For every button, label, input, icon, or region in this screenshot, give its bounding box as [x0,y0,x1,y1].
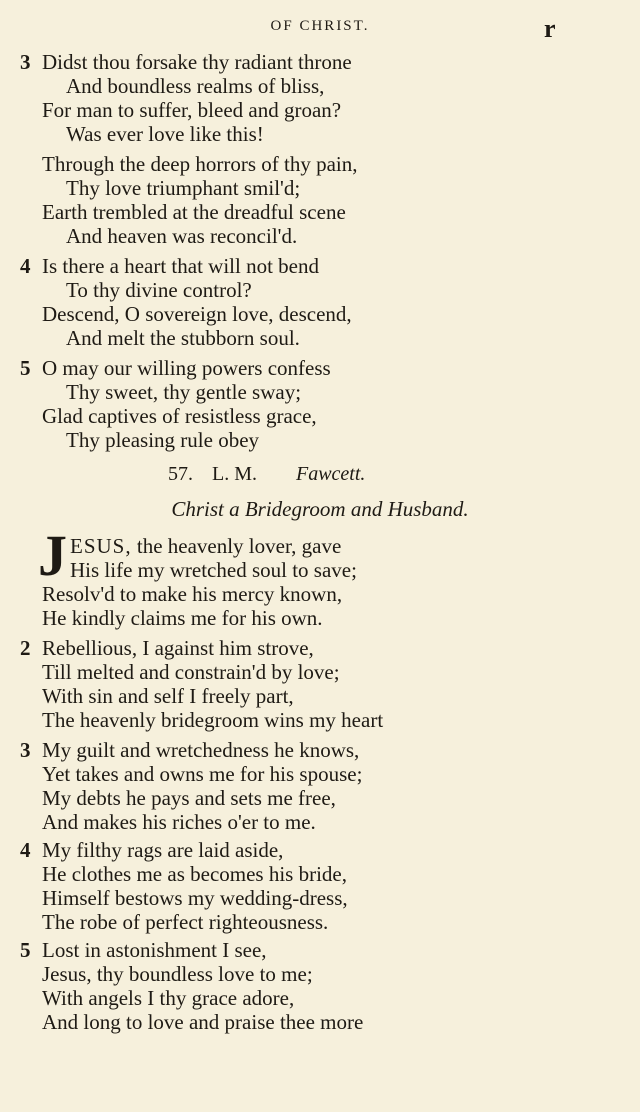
verse-line: And long to love and praise thee more [42,1010,364,1034]
verse-line: And melt the stubborn soul. [66,326,300,350]
verse-line: Rebellious, I against him strove, [42,636,314,660]
drop-cap: J [38,523,67,588]
stanza-number: 5 [20,938,31,962]
verse-line: The robe of perfect righteousness. [42,910,329,934]
verse-line: Glad captives of resistless grace, [42,404,317,428]
verse-line: He clothes me as becomes his bride, [42,862,347,886]
verse-line: My filthy rags are laid aside, [42,838,284,862]
running-title: OF CHRIST. [270,18,370,34]
verse-line: He kindly claims me for his own. [42,606,323,630]
verse-line: Was ever love like this! [66,122,264,146]
first-word: ESUS, [70,534,132,558]
hymn-author: Fawcett. [296,463,366,485]
verse-line: Through the deep horrors of thy pain, [42,152,358,176]
stanza-number: 5 [20,356,31,380]
verse-line: Thy love triumphant smil'd; [66,176,301,200]
verse-line: My guilt and wretchedness he knows, [42,738,360,762]
verse-line: His life my wretched soul to save; [70,558,357,582]
hymn-meter: L. M. [212,463,257,485]
verse-line: Yet takes and owns me for his spouse; [42,762,363,786]
hymn-title: Christ a Bridegroom and Husband. [171,497,469,521]
verse-line: The heavenly bridegroom wins my heart [42,708,384,732]
hymn-number: 57. [168,463,193,485]
stanza-number: 2 [20,636,31,660]
verse-line: Thy sweet, thy gentle sway; [66,380,302,404]
verse-line [70,534,341,558]
stanza-number: 4 [20,838,31,862]
verse-line: Didst thou forsake thy radiant throne [42,50,352,74]
verse-line: Earth trembled at the dreadful scene [42,200,346,224]
verse-line: And makes his riches o'er to me. [42,810,316,834]
verse-line: Jesus, thy boundless love to me; [42,962,313,986]
verse-line: And heaven was reconcil'd. [66,224,298,248]
verse-line: Resolv'd to make his mercy known, [42,582,343,606]
stanza-number: 4 [20,254,31,278]
first-line-rest: the heavenly lover, gave [131,534,342,558]
verse-line: With sin and self I freely part, [42,684,294,708]
verse-line: Himself bestows my wedding-dress, [42,886,348,910]
verse-line: Till melted and constrain'd by love; [42,660,340,684]
verse-line: Descend, O sovereign love, descend, [42,302,352,326]
verse-line: Thy pleasing rule obey [66,428,260,452]
verse-line: My debts he pays and sets me free, [42,786,336,810]
verse-line: O may our willing powers confess [42,356,331,380]
hymn-heading [168,462,365,486]
verse-line: To thy divine control? [66,278,252,302]
stanza-number: 3 [20,50,31,74]
verse-line: Lost in astonishment I see, [42,938,267,962]
verse-line: Is there a heart that will not bend [42,254,319,278]
verse-line: For man to suffer, bleed and groan? [42,98,342,122]
verse-line: And boundless realms of bliss, [66,74,325,98]
verse-line: With angels I thy grace adore, [42,986,295,1010]
stanza-number: 3 [20,738,31,762]
page-mark: r [544,14,556,43]
